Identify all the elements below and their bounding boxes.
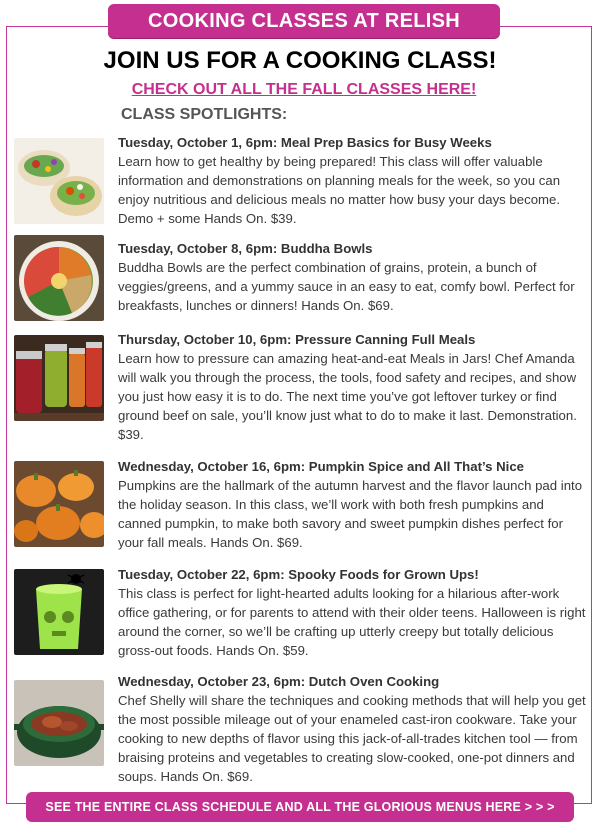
top-banner: COOKING CLASSES AT RELISH bbox=[108, 4, 500, 38]
class-description: This class is perfect for light-hearted adults looking for a hilarious after-work office gathering, or for parents to attend with their older teens. Halloween is right around the corner, so we’ll be crafting up utterly creepy but totally delicious gross-out foods. Hands On. $59. bbox=[118, 586, 586, 658]
spooky-drink-photo[interactable] bbox=[14, 569, 104, 655]
class-entry bbox=[14, 565, 586, 657]
class-entry bbox=[14, 239, 586, 331]
dutch-oven-photo[interactable] bbox=[14, 680, 104, 766]
class-text bbox=[118, 330, 586, 444]
pumpkins-photo[interactable] bbox=[14, 461, 104, 547]
class-description: Buddha Bowls are the perfect combination of grains, protein, a bunch of veggies/greens, and a yummy sauce in an easy to eat, comfy bowl. Perfect for breakfasts, lunches or dinners! Hands On. $69. bbox=[118, 260, 575, 313]
class-title: Wednesday, October 16, 6pm: Pumpkin Spice and All That’s Nice bbox=[118, 459, 524, 474]
class-text bbox=[118, 672, 586, 786]
wrap-sandwich-photo[interactable] bbox=[14, 138, 104, 224]
full-schedule-button[interactable]: SEE THE ENTIRE CLASS SCHEDULE AND ALL THE GLORIOUS MENUS HERE > > > bbox=[26, 792, 574, 822]
class-title: Thursday, October 10, 6pm: Pressure Canning Full Meals bbox=[118, 332, 476, 347]
class-description: Pumpkins are the hallmark of the autumn harvest and the flavor launch pad into the holiday season. In this class, we’ll work with both fresh pumpkins and canned pumpkin, to make both savory and sweet pumpkin dishes perfect for your fall meals. Hands On. $69. bbox=[118, 478, 583, 550]
class-text bbox=[118, 239, 586, 315]
class-description: Learn how to pressure can amazing heat-and-eat Meals in Jars! Chef Amanda will walk you through the process, the tools, food safety and recipes, and show you just how easy it is to do. The next time you’ve got leftover turkey or find ground beef on sale, you’ll know just what to do to make it last. Demonstration. $39. bbox=[118, 351, 577, 442]
class-entry bbox=[14, 133, 586, 225]
buddha-bowl-photo[interactable] bbox=[14, 235, 104, 321]
class-entry bbox=[14, 330, 586, 442]
class-description: Learn how to get healthy by being prepared! This class will offer valuable information and demonstrations on planning meals for the week, so you can enjoy nutritious and delicious meals no matter how busy your days become. Demo + some Hands On. $39. bbox=[118, 154, 561, 226]
class-description: Chef Shelly will share the techniques and cooking methods that will help you get the most possible mileage out of your enameled cast-iron cookware. Take your cooking to new depths of flavor using this jack-of-all-trades kitchen tool — from braising proteins and vegetables to creating slow-cooked, one-pot dinners and soups. Hands On. $69. bbox=[118, 693, 586, 784]
class-title: Tuesday, October 1, 6pm: Meal Prep Basics for Busy Weeks bbox=[118, 135, 492, 150]
class-entry bbox=[14, 672, 586, 784]
fall-classes-link[interactable]: CHECK OUT ALL THE FALL CLASSES HERE! bbox=[131, 81, 477, 98]
spotlights-heading: CLASS SPOTLIGHTS: bbox=[121, 106, 288, 123]
class-title: Tuesday, October 22, 6pm: Spooky Foods for Grown Ups! bbox=[118, 567, 479, 582]
canning-jars-photo[interactable] bbox=[14, 335, 104, 421]
class-entry bbox=[14, 457, 586, 549]
class-text bbox=[118, 457, 586, 552]
class-title: Wednesday, October 23, 6pm: Dutch Oven Cooking bbox=[118, 674, 440, 689]
class-title: Tuesday, October 8, 6pm: Buddha Bowls bbox=[118, 241, 373, 256]
class-text bbox=[118, 565, 586, 660]
class-text bbox=[118, 133, 586, 228]
page-headline: JOIN US FOR A COOKING CLASS! bbox=[103, 47, 497, 74]
